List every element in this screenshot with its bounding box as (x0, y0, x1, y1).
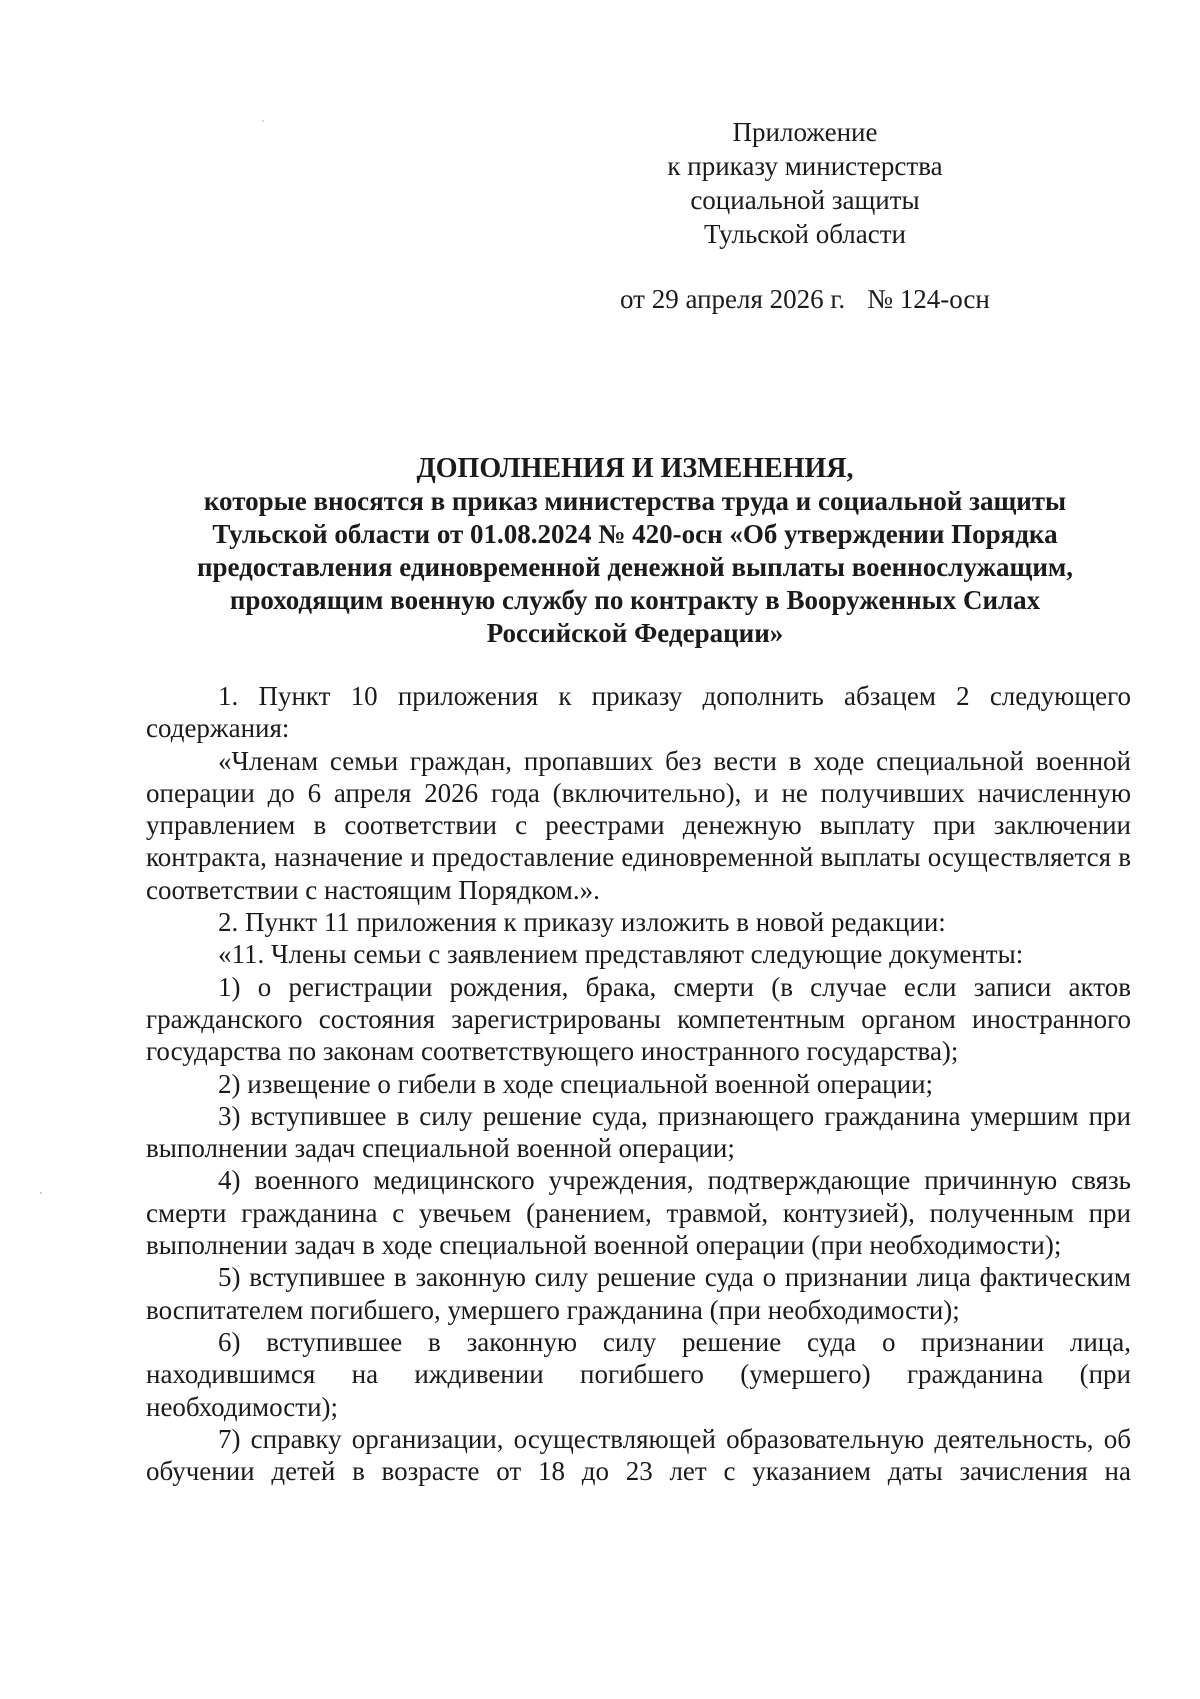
paragraph: 4) военного медицинского учреждения, подтверждающие причинную связь смерти гражданина с увечьем (ранением, травмой, контузией), полученным при выполнении задач в ходе специальной военной операции (при необходимости); (146, 1165, 1131, 1261)
document-heading (140, 452, 1130, 650)
document-title: ДОПОЛНЕНИЯ И ИЗМЕНЕНИЯ, (416, 453, 854, 484)
paragraph: 1. Пункт 10 приложения к приказу дополнить абзацем 2 следующего содержания: (146, 681, 1131, 744)
heading-line: которые вносятся в приказ министерства труда и социальной защиты (203, 486, 1067, 516)
order-date: от 29 апреля 2026 г. (620, 284, 846, 314)
appendix-line: к приказу министерства (667, 151, 943, 181)
appendix-block (600, 115, 1010, 251)
paragraph: 6) вступившее в законную силу решение суда о признании лица, находившимся на иждивении погибшего (умершего) гражданина (при необходимости); (146, 1326, 1131, 1422)
heading-line: предоставления единовременной денежной выплаты военнослужащим, (196, 552, 1074, 582)
paragraph: «Членам семьи граждан, пропавших без вести в ходе специальной военной операции до 6 апреля 2026 года (включительно), и не получивших начисленную управлением в соответствии с реестрами денежную выплату при заключении контракта, назначение и предоставление единовременной выплаты осуществляется в соответствии с настоящим Порядком.». (146, 745, 1131, 905)
paragraph: 3) вступившее в силу решение суда, признающего гражданина умершим при выполнении задач специальной военной операции; (146, 1100, 1131, 1164)
paragraph: 2. Пункт 11 приложения к приказу изложить в новой редакции: (218, 907, 946, 938)
paragraph: 7) справку организации, осуществляющей образовательную деятельность, об обучении детей в возрасте от 18 до 23 лет с указанием даты зачисления на (146, 1423, 1131, 1487)
heading-line: Тульской области от 01.08.2024 № 420-осн «Об утверждении Порядка (212, 519, 1058, 549)
appendix-line: Приложение (732, 117, 878, 147)
paragraph: «11. Члены семьи с заявлением представляют следующие документы: (218, 939, 1024, 970)
heading-line: Российской Федерации» (486, 618, 784, 648)
order-reference (620, 282, 990, 316)
appendix-line: социальной защиты (690, 185, 920, 215)
paragraph: 1) о регистрации рождения, брака, смерти (в случае если записи актов гражданского состояния зарегистрированы компетентным органом иностранного государства по законам соответствующего иностранного государства); (146, 971, 1131, 1067)
heading-line: проходящим военную службу по контракту в Вооруженных Силах (229, 585, 1041, 615)
scan-speck (40, 1192, 42, 1194)
appendix-line: Тульской области (704, 219, 906, 249)
order-number: № 124-осн (867, 284, 990, 314)
paragraph: 5) вступившее в законную силу решение суда о признании лица фактическим воспитателем погибшего, умершего гражданина (при необходимости); (146, 1262, 1131, 1325)
paragraph: 2) извещение о гибели в ходе специальной военной операции; (218, 1068, 934, 1099)
scan-speck (262, 120, 264, 122)
document-body (146, 680, 1131, 1487)
